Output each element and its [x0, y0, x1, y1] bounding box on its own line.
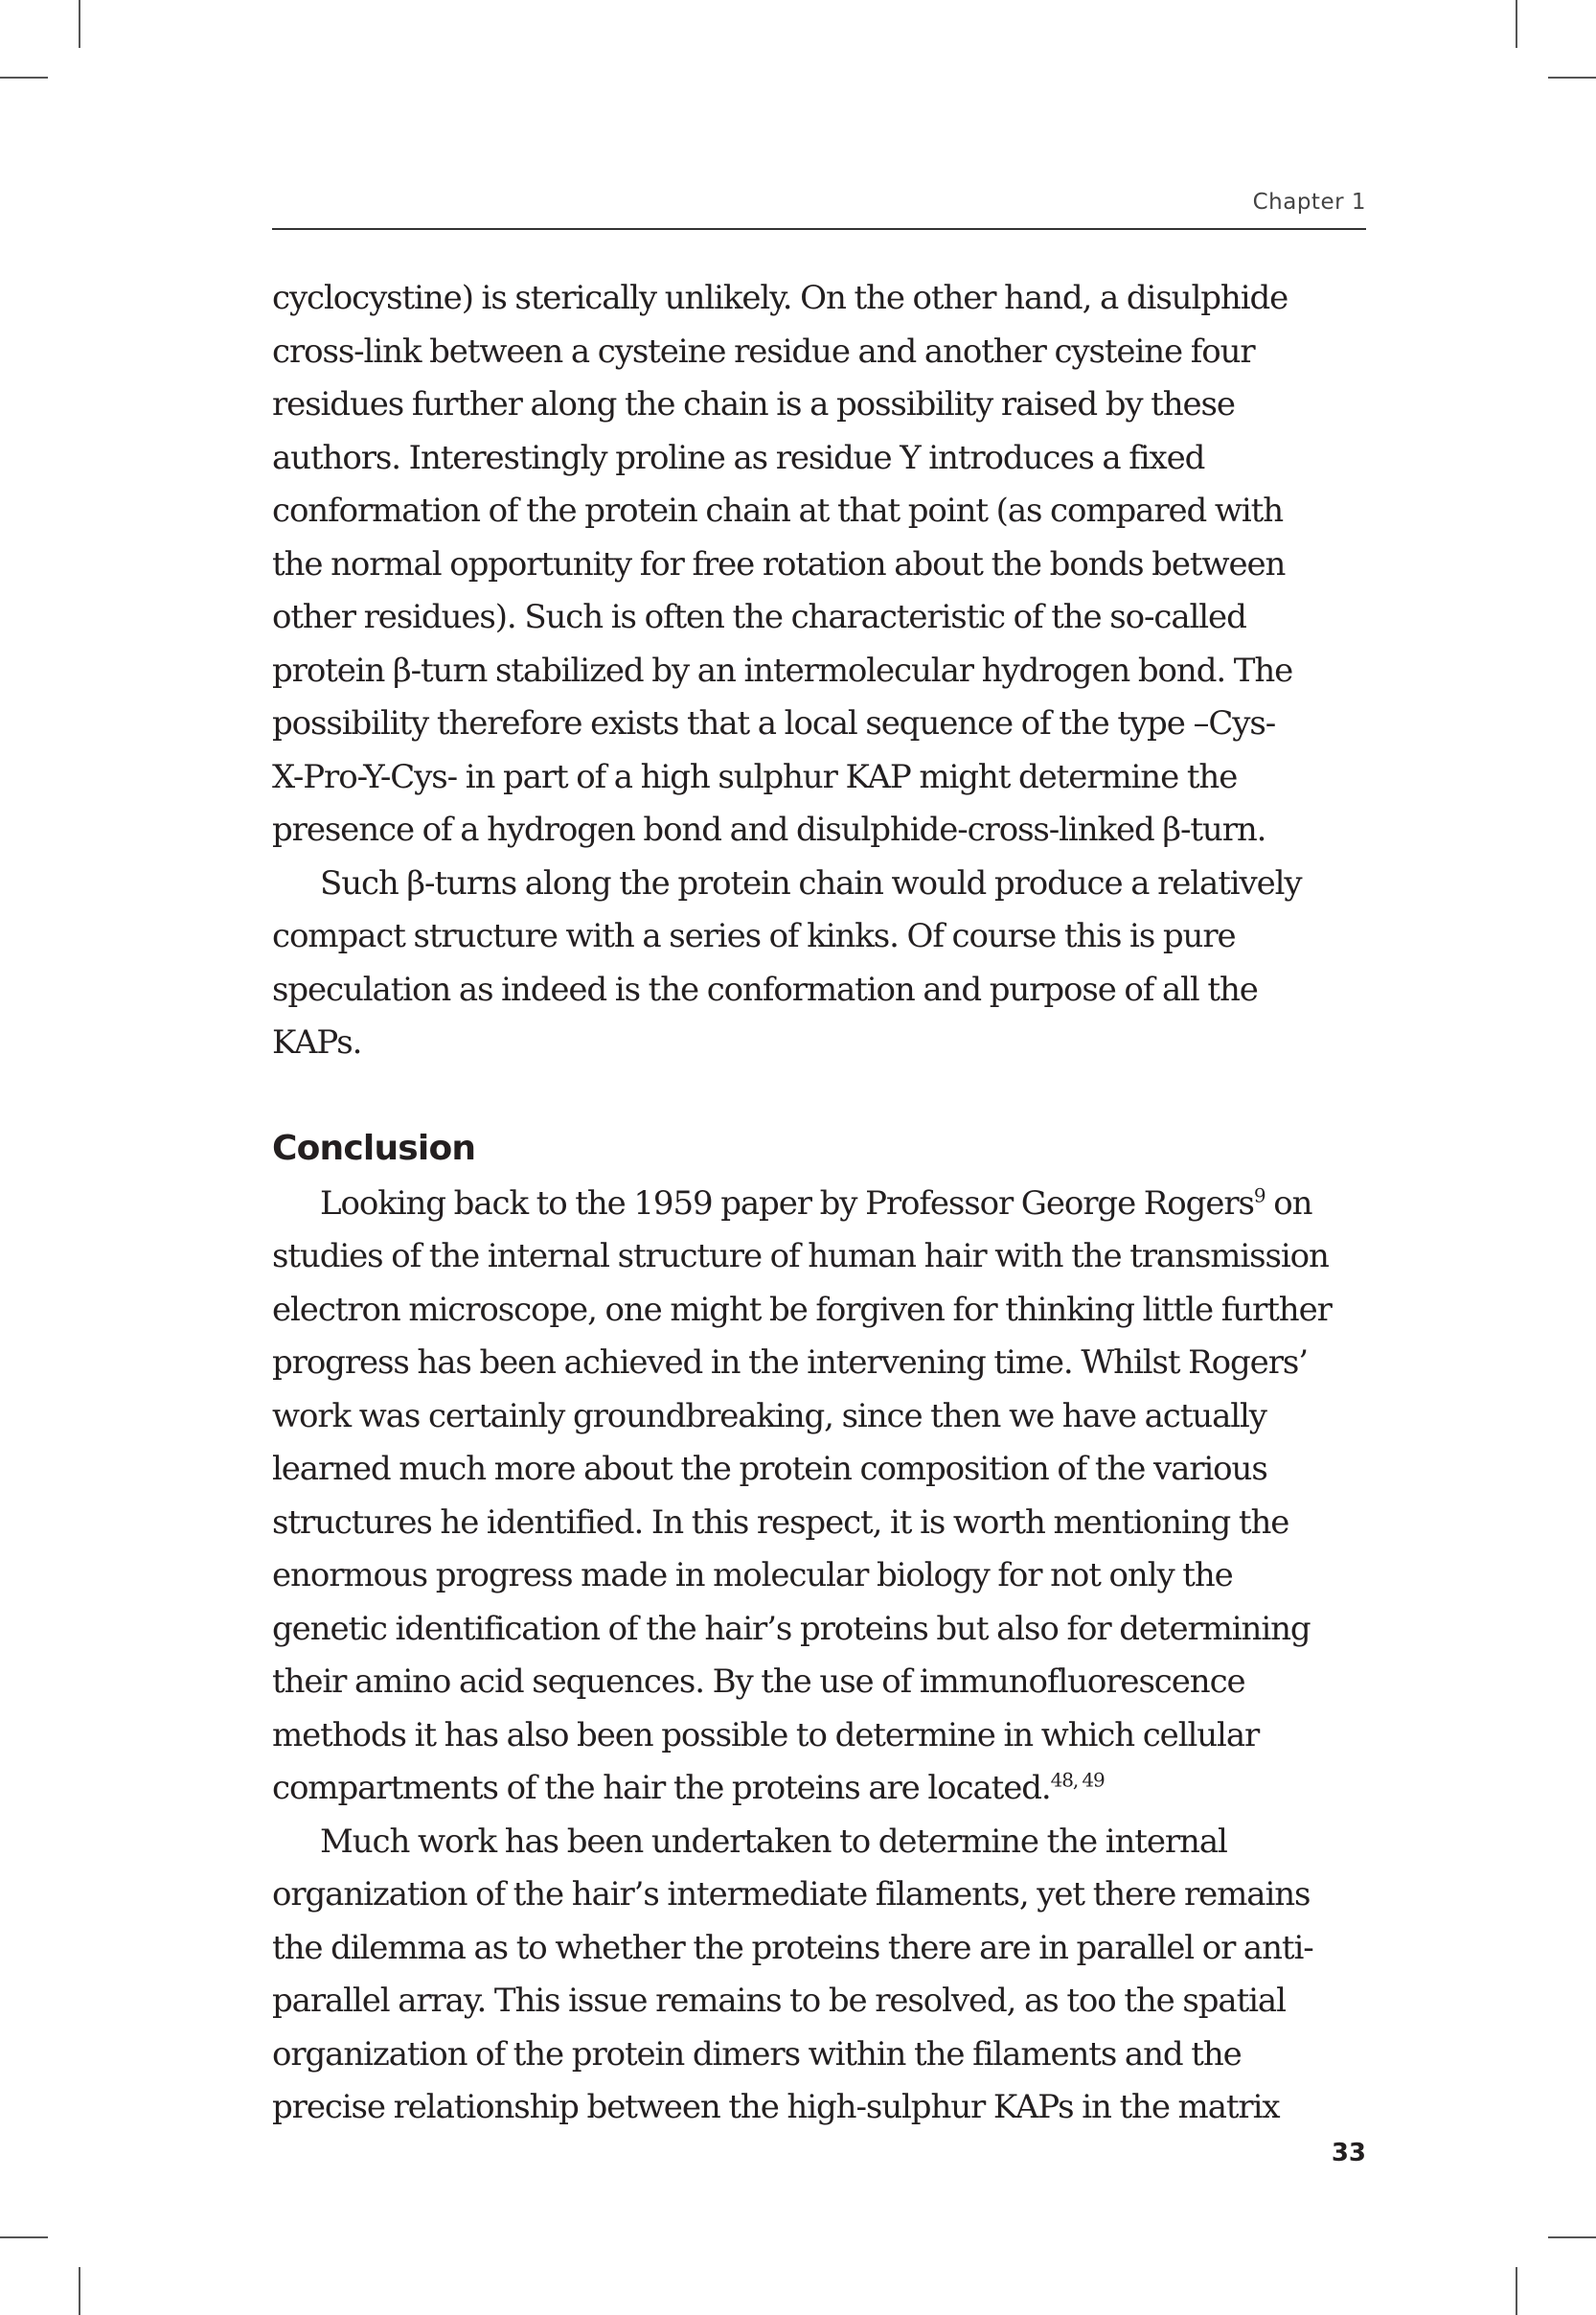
- paragraph-1: [272, 272, 1366, 858]
- text-line: authors. Interestingly proline as residue Y introduces a fixed: [272, 438, 1205, 477]
- text-line: residues further along the chain is a possibility raised by these: [272, 385, 1235, 424]
- text-line: X-Pro-Y-Cys- in part of a high sulphur KAP might determine the: [272, 757, 1238, 796]
- chapter-label: Chapter 1: [1252, 190, 1366, 215]
- crop-mark-bottom-left-vertical: [79, 2267, 80, 2315]
- text-line: possibility therefore exists that a local sequence of the type –Cys-: [272, 704, 1276, 743]
- text-line: Such β-turns along the protein chain would produce a relatively: [320, 863, 1302, 903]
- text-line: KAPs.: [272, 1023, 362, 1062]
- text-line: genetic identification of the hair’s proteins but also for determining: [272, 1609, 1311, 1648]
- text-line: work was certainly groundbreaking, since then we have actually: [272, 1396, 1266, 1435]
- text-line: organization of the protein dimers within the filaments and the: [272, 2034, 1242, 2074]
- running-header: [272, 188, 1366, 230]
- text-line: organization of the hair’s intermediate filaments, yet there remains: [272, 1875, 1311, 1914]
- citation-superscript: 48, 49: [1050, 1768, 1105, 1792]
- crop-mark-top-right-vertical: [1516, 0, 1517, 48]
- crop-mark-bottom-left-horizontal: [0, 2236, 48, 2238]
- text-line: studies of the internal structure of human hair with the transmission: [272, 1237, 1329, 1275]
- text-line: structures he identified. In this respect, it is worth mentioning the: [272, 1502, 1289, 1542]
- paragraph-3: [272, 1178, 1366, 1816]
- page-body: [272, 272, 1366, 2135]
- text-line: [272, 1178, 1366, 1231]
- text-line: methods it has also been possible to determine in which cellular: [272, 1715, 1260, 1754]
- text-line: progress has been achieved in the intervening time. Whilst Rogers’: [272, 1343, 1308, 1382]
- text-line: [272, 1762, 1366, 1816]
- text-line: precise relationship between the high-sulphur KAPs in the matrix: [272, 2088, 1280, 2126]
- text-line: their amino acid sequences. By the use of immunofluorescence: [272, 1662, 1245, 1701]
- text-line: compact structure with a series of kinks. Of course this is pure: [272, 917, 1236, 955]
- section-heading: Conclusion: [272, 1128, 476, 1168]
- section-spacer: [272, 1070, 1366, 1120]
- paragraph-4: [272, 1816, 1366, 2135]
- page-number: 33: [1331, 2139, 1366, 2167]
- text-line: cross-link between a cysteine residue and another cysteine four: [272, 332, 1255, 371]
- text-line: Much work has been undertaken to determine the internal: [320, 1822, 1227, 1861]
- text-line: presence of a hydrogen bond and disulphide-cross-linked β-turn.: [272, 811, 1266, 849]
- crop-mark-top-left-horizontal: [0, 77, 48, 79]
- text-line: speculation as indeed is the conformation and purpose of all the: [272, 970, 1258, 1009]
- paragraph-2: [272, 858, 1366, 1070]
- text-line: parallel array. This issue remains to be resolved, as too the spatial: [272, 1982, 1286, 2020]
- text-line: the dilemma as to whether the proteins there are in parallel or anti-: [272, 1928, 1313, 1967]
- crop-mark-top-right-horizontal: [1548, 77, 1596, 79]
- text-line: the normal opportunity for free rotation about the bonds between: [272, 544, 1286, 584]
- text-segment: Looking back to the 1959 paper by Professor George Rogers: [320, 1183, 1254, 1223]
- citation-superscript: 9: [1253, 1183, 1265, 1207]
- text-line: conformation of the protein chain at that point (as compared with: [272, 492, 1284, 530]
- text-line: other residues). Such is often the characteristic of the so-called: [272, 598, 1246, 636]
- text-line: enormous progress made in molecular biology for not only the: [272, 1556, 1233, 1594]
- text-segment: compartments of the hair the proteins are located.: [272, 1769, 1051, 1807]
- text-line: learned much more about the protein composition of the various: [272, 1450, 1267, 1488]
- text-segment: on: [1265, 1183, 1312, 1223]
- text-line: cyclocystine) is sterically unlikely. On the other hand, a disulphide: [272, 279, 1288, 317]
- text-line: protein β-turn stabilized by an intermolecular hydrogen bond. The: [272, 651, 1293, 690]
- text-line: electron microscope, one might be forgiven for thinking little further: [272, 1290, 1332, 1329]
- crop-mark-top-left-vertical: [79, 0, 80, 48]
- crop-mark-bottom-right-vertical: [1516, 2267, 1517, 2315]
- crop-mark-bottom-right-horizontal: [1548, 2236, 1596, 2238]
